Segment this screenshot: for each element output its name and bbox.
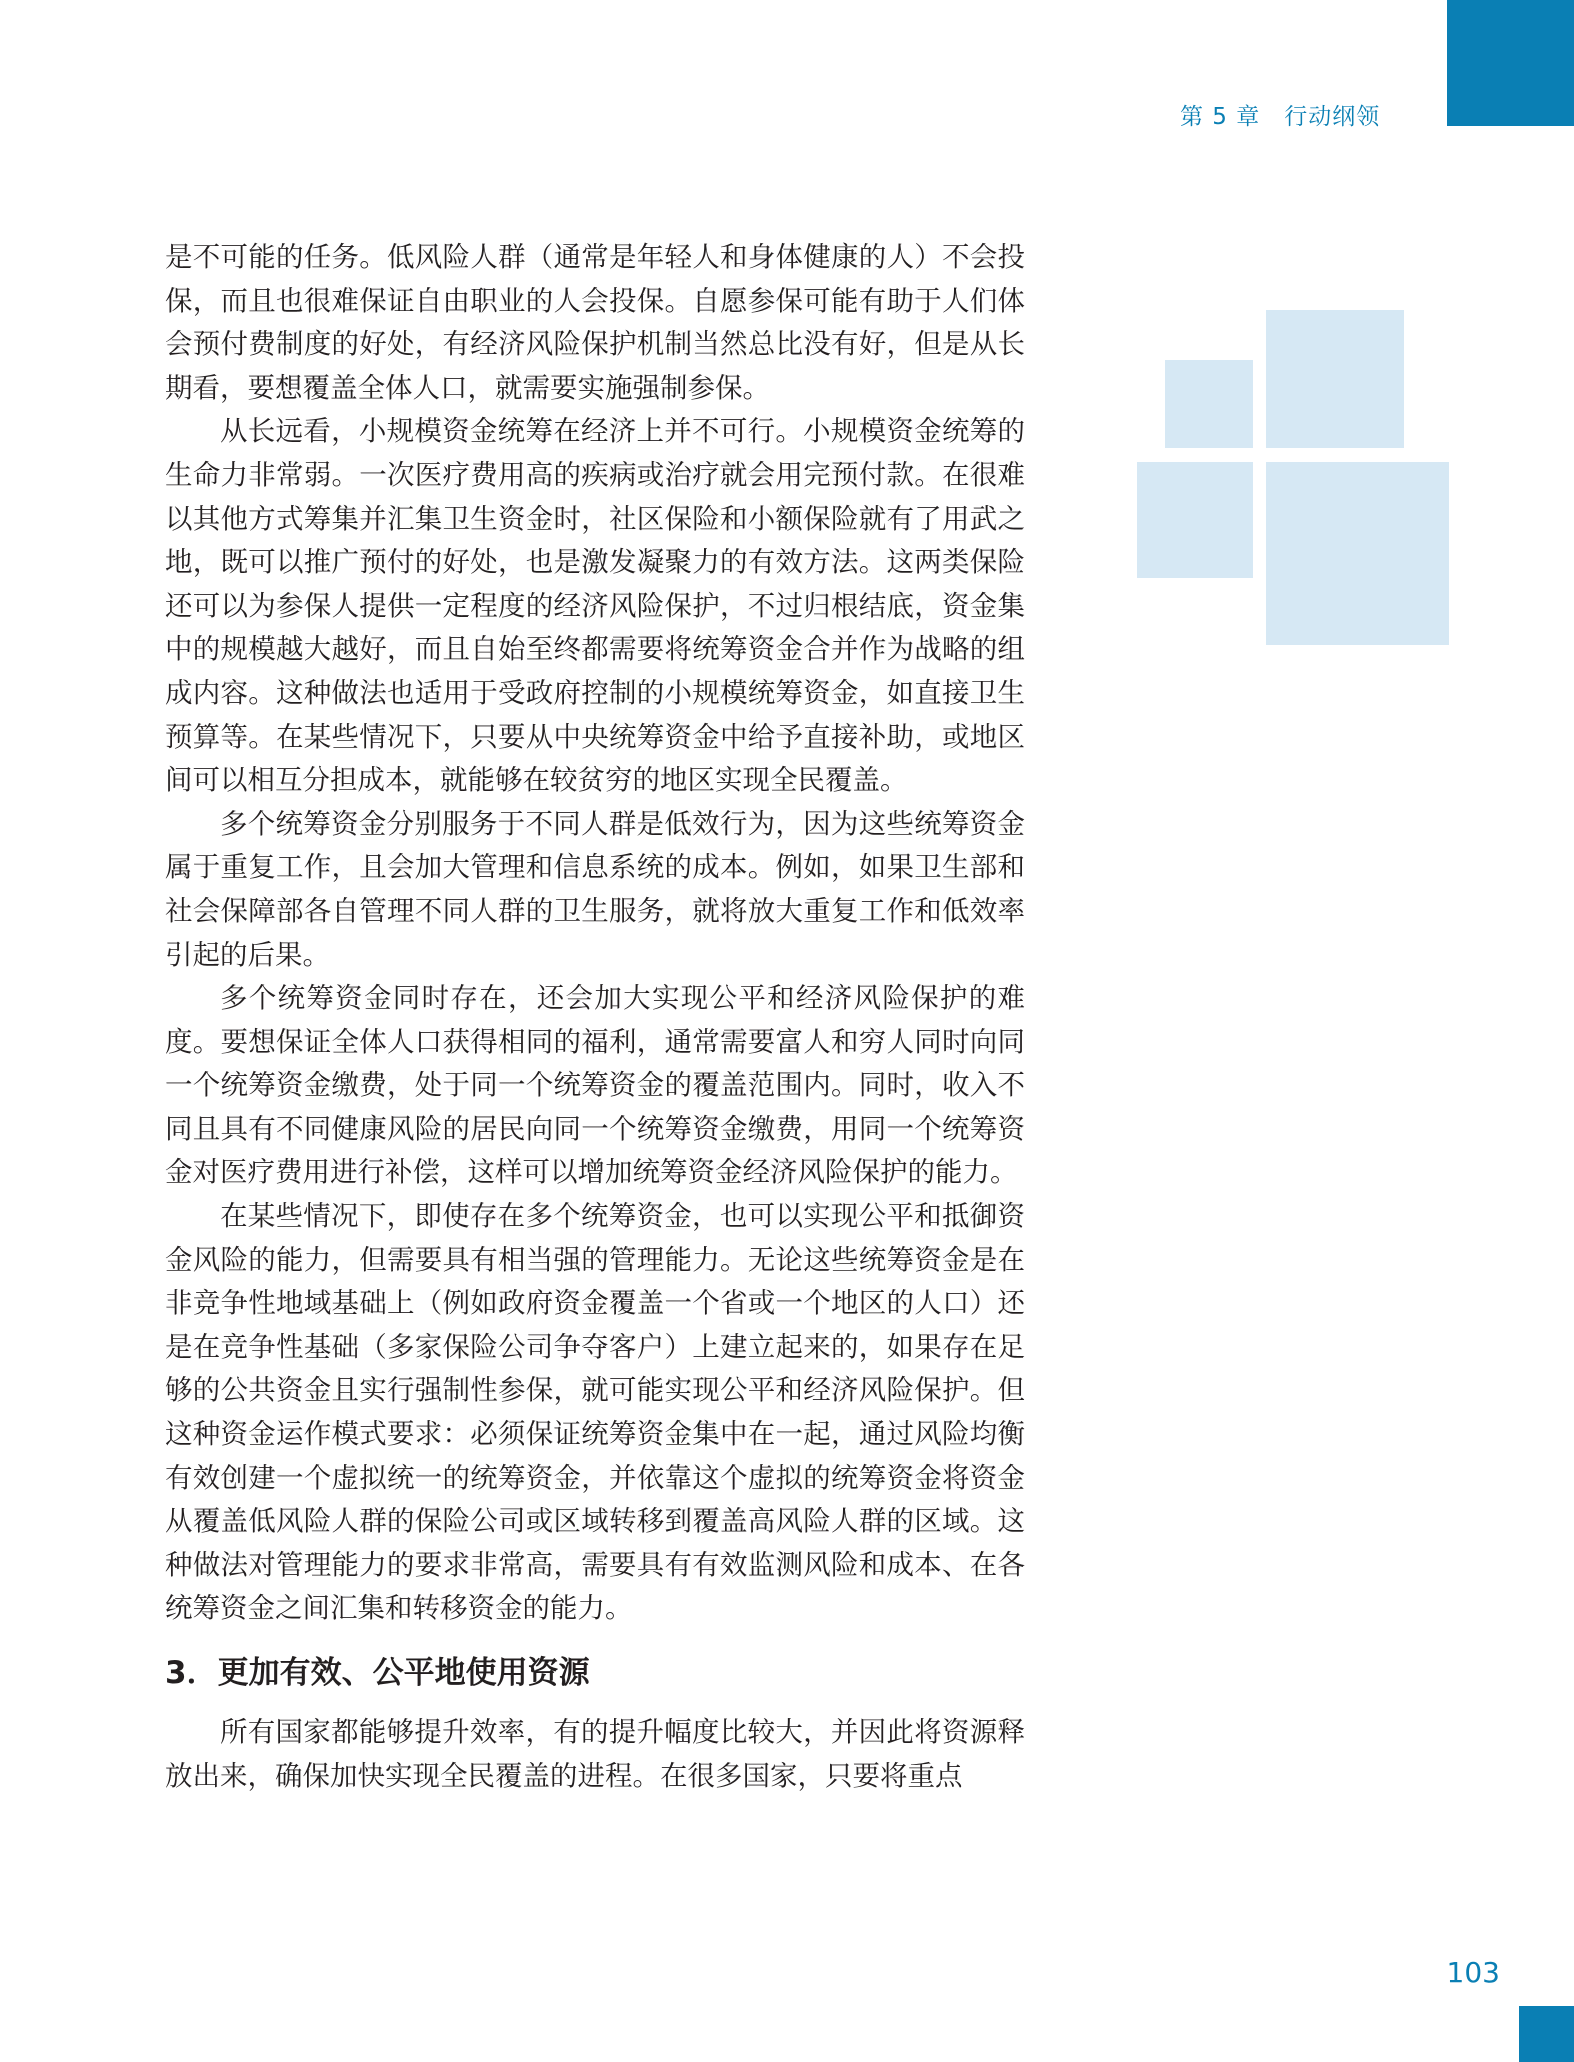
header-corner-block	[1447, 0, 1574, 126]
chapter-title: 行动纲领	[1284, 104, 1381, 130]
body-paragraph-5: 在某些情况下，即使存在多个统筹资金，也可以实现公平和抵御资金风险的能力，但需要具有相当强的管理能力。无论这些统筹资金是在非竞争性地域基础上（例如政府资金覆盖一个省或一个地区的人口）还是在竞争性基础（多家保险公司争夺客户）上建立起来的，如果存在足够的公共资金且实行强制性参保，就可能实现公平和经济风险保护。但这种资金运作模式要求：必须保证统筹资金集中在一起，通过风险均衡有效创建一个虚拟统一的统筹资金，并依靠这个虚拟的统筹资金将资金从覆盖低风险人群的保险公司或区域转移到覆盖高风险人群的区域。这种做法对管理能力的要求非常高，需要具有有效监测风险和成本、在各统筹资金之间汇集和转移资金的能力。	[165, 1200, 1025, 1625]
body-paragraph-2: 从长远看，小规模资金统筹在经济上并不可行。小规模资金统筹的生命力非常弱。一次医疗费用高的疾病或治疗就会用完预付款。在很难以其他方式筹集并汇集卫生资金时，社区保险和小额保险就有了用武之地，既可以推广预付的好处，也是激发凝聚力的有效方法。这两类保险还可以为参保人提供一定程度的经济风险保护，不过归根结底，资金集中的规模越大越好，而且自始至终都需要将统筹资金合并作为战略的组成内容。这种做法也适用于受政府控制的小规模统筹资金，如直接卫生预算等。在某些情况下，只要从中央统筹资金中给予直接补助，或地区间可以相互分担成本，就能够在较贫穷的地区实现全民覆盖。	[165, 415, 1025, 797]
section-heading: 3．更加有效、公平地使用资源	[165, 1655, 590, 1691]
page-number: 103	[1446, 1956, 1500, 1989]
body-paragraph-6: 所有国家都能够提升效率，有的提升幅度比较大，并因此将资源释放出来，确保加快实现全民覆盖的进程。在很多国家，只要将重点	[165, 1716, 1025, 1792]
body-paragraph-1: 是不可能的任务。低风险人群（通常是年轻人和身体健康的人）不会投保，而且也很难保证自由职业的人会投保。自愿参保可能有助于人们体会预付费制度的好处，有经济风险保护机制当然总比没有好，但是从长期看，要想覆盖全体人口，就需要实施强制参保。	[165, 241, 1025, 404]
chapter-header	[1180, 98, 1430, 131]
footer-corner-block	[1519, 2006, 1574, 2062]
decorative-square-top-small	[1165, 360, 1253, 448]
main-content	[165, 236, 1025, 1798]
decorative-square-bottom-large	[1266, 462, 1449, 645]
body-paragraph-3: 多个统筹资金分别服务于不同人群是低效行为，因为这些统筹资金属于重复工作，且会加大管理和信息系统的成本。例如，如果卫生部和社会保障部各自管理不同人群的卫生服务，就将放大重复工作和低效率引起的后果。	[165, 807, 1025, 971]
decorative-square-top-large	[1266, 310, 1404, 448]
chapter-number: 第 5 章	[1180, 104, 1261, 130]
body-paragraph-4: 多个统筹资金同时存在，还会加大实现公平和经济风险保护的难度。要想保证全体人口获得相同的福利，通常需要富人和穷人同时向同一个统筹资金缴费，处于同一个统筹资金的覆盖范围内。同时，收入不同且具有不同健康风险的居民向同一个统筹资金缴费，用同一个统筹资金对医疗费用进行补偿，这样可以增加统筹资金经济风险保护的能力。	[165, 982, 1025, 1189]
decorative-square-mid-left	[1137, 462, 1253, 578]
